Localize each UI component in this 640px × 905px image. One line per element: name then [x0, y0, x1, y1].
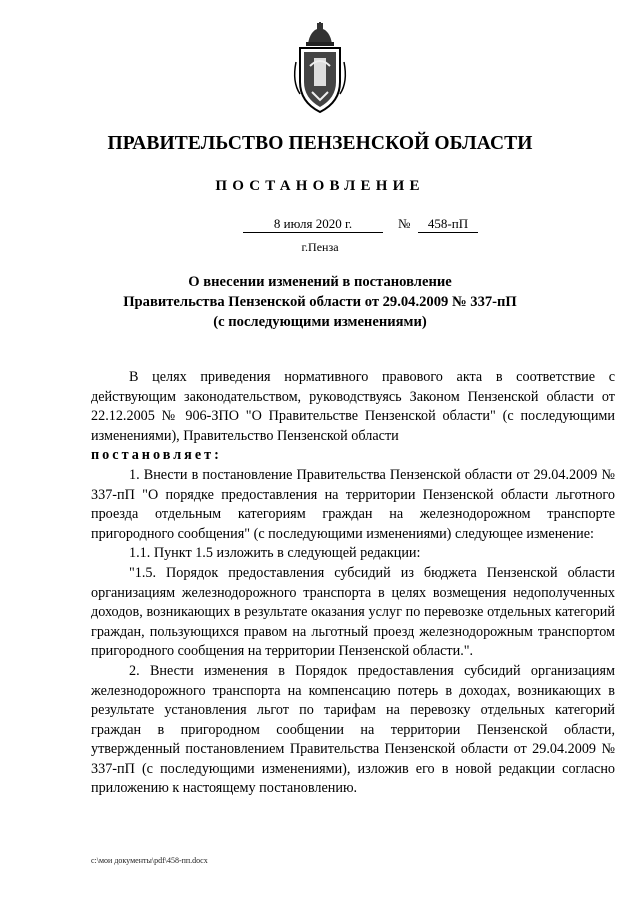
subject-line-2: Правительства Пензенской области от 29.04.2009 № 337-пП — [123, 294, 517, 310]
footer-file-path: c:\мои документы\pdf\458-пп.docx — [91, 856, 208, 865]
resolves-word: постановляет: — [91, 447, 222, 464]
document-body — [91, 368, 615, 799]
city-name: г.Пенза — [301, 240, 339, 254]
coat-of-arms-emblem — [288, 22, 352, 114]
body-paragraph-quote: "1.5. Порядок предоставления субсидий из бюджета Пензенской области организациям железнодорожного транспорта в целях возмещения недополученных доходов, возникающих в результате оказания услуг по перевозке отдельных категорий граждан, пользующихся правом на льготный проезд железнодорожным транспортом пригородного сообщения на территории Пензенской области.". — [91, 564, 615, 660]
document-subject — [60, 272, 580, 332]
subject-line-1: О внесении изменений в постановление — [188, 274, 452, 290]
subject-line-3: (с последующими изменениями) — [213, 314, 427, 330]
number-sign: № — [398, 216, 411, 231]
resolves-keyword — [91, 446, 615, 466]
document-date: 8 июля 2020 г. — [243, 215, 383, 233]
organization-title: ПРАВИТЕЛЬСТВО ПЕНЗЕНСКОЙ ОБЛАСТИ — [107, 133, 533, 154]
body-paragraph-item-1-1: 1.1. Пункт 1.5 изложить в следующей редакции: — [129, 545, 421, 562]
document-number: 458-пП — [418, 215, 478, 233]
document-type-heading: ПОСТАНОВЛЕНИЕ — [215, 178, 425, 194]
body-paragraph-item-2: 2. Внести изменения в Порядок предоставления субсидий организациям железнодорожного транспорта на компенсацию потерь в доходах, возникающих в результате установления льгот по тарифам на перевозку отдельных категорий граждан в пригородном сообщении на территории Пензенской области, утвержденный постановлением Правительства Пензенской области от 29.04.2009 № 337-пП (с последующими изменениями), изложив его в новой редакции согласно приложению к настоящему постановлению. — [91, 662, 615, 797]
body-paragraph-preamble: В целях приведения нормативного правового акта в соответствие с действующим законодательством, руководствуясь Законом Пензенской области от 22.12.2005 № 906-ЗПО "О Правительстве Пензенской области" (с последующими изменениями), Правительство Пензенской области — [91, 369, 615, 444]
body-paragraph-item-1: 1. Внести в постановление Правительства Пензенской области от 29.04.2009 № 337-пП "О порядке предоставления на территории Пензенской области льготного проезда отдельным категориям граждан на железнодорожном транспорте пригородного сообщения" (с последующими изменениями) следующее изменение: — [91, 466, 615, 542]
